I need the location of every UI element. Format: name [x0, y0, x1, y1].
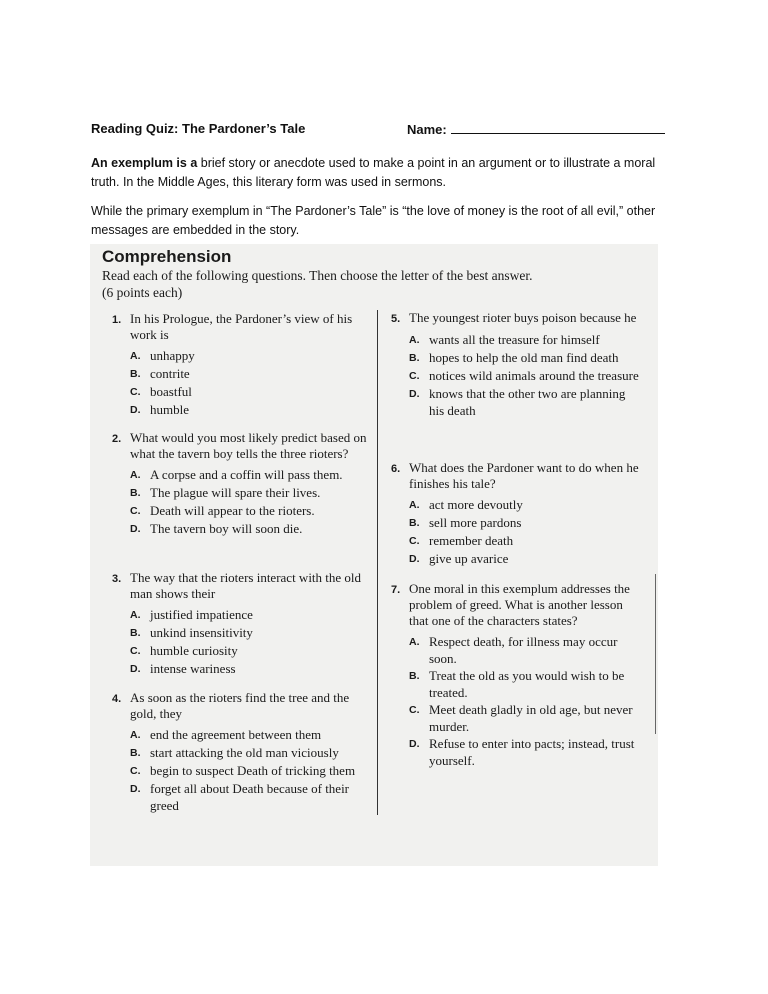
question-text: As soon as the rioters find the tree and the gold, they [130, 690, 350, 721]
option-text: remember death [429, 533, 514, 548]
option-letter: A. [409, 499, 420, 511]
option-c[interactable] [409, 367, 641, 385]
option-letter: A. [409, 334, 420, 346]
option-letter: D. [130, 404, 141, 416]
question-number: 3. [112, 573, 122, 585]
option-text: Respect death, for illness may occur soon. [429, 634, 618, 666]
option-text: boastful [150, 384, 192, 399]
question-1 [112, 311, 370, 419]
definition-text: brief story or anecdote used to make a point in an argument or to illustrate a moral truth. In the Middle Ages, this literary form was used in sermons. [91, 156, 656, 189]
option-letter: C. [409, 370, 420, 382]
question-text: The way that the rioters interact with the old man shows their [130, 570, 362, 601]
option-letter: B. [130, 627, 141, 639]
margin-rule [655, 574, 656, 734]
option-d[interactable] [130, 660, 370, 678]
option-a[interactable] [409, 633, 641, 667]
comprehension-heading: Comprehension [102, 247, 232, 266]
option-text: Refuse to enter into pacts; instead, trust yourself. [429, 736, 635, 768]
option-c[interactable] [130, 383, 370, 401]
question-number: 4. [112, 693, 122, 705]
option-b[interactable] [409, 667, 641, 701]
option-a[interactable] [130, 606, 370, 624]
option-letter: A. [130, 609, 141, 621]
question-text: What would you most likely predict based on what the tavern boy tells the three rioters? [130, 430, 367, 461]
instructions-line: Read each of the following questions. Then choose the letter of the best answer. [102, 268, 533, 283]
option-letter: D. [409, 738, 420, 750]
option-letter: A. [130, 469, 141, 481]
option-letter: A. [130, 729, 141, 741]
option-letter: C. [130, 386, 141, 398]
option-letter: D. [130, 523, 141, 535]
option-text: The tavern boy will soon die. [150, 521, 303, 536]
option-d[interactable] [409, 550, 641, 568]
option-text: humble [150, 402, 189, 417]
option-b[interactable] [409, 514, 641, 532]
option-letter: B. [130, 368, 141, 380]
option-text: The plague will spare their lives. [150, 485, 321, 500]
option-letter: D. [409, 553, 420, 565]
question-number: 7. [391, 584, 401, 596]
option-letter: B. [130, 747, 141, 759]
question-text: One moral in this exemplum addresses the problem of greed. What is another lesson that one of the characters states? [409, 581, 630, 628]
option-letter: D. [130, 783, 141, 795]
quiz-title: Reading Quiz: The Pardoner’s Tale [91, 121, 306, 136]
instructions [102, 267, 642, 301]
option-text: unhappy [150, 348, 195, 363]
option-d[interactable] [130, 401, 370, 419]
option-letter: B. [409, 517, 420, 529]
question-3 [112, 570, 370, 678]
option-letter: D. [130, 663, 141, 675]
option-text: Meet death gladly in old age, but never murder. [429, 702, 633, 734]
option-b[interactable] [130, 624, 370, 642]
option-text: A corpse and a coffin will pass them. [150, 467, 343, 482]
option-a[interactable] [130, 466, 370, 484]
option-text: give up avarice [429, 551, 509, 566]
column-divider [377, 310, 378, 815]
option-b[interactable] [130, 365, 370, 383]
option-c[interactable] [409, 532, 641, 550]
question-text: In his Prologue, the Pardoner’s view of his work is [130, 311, 353, 342]
option-d[interactable] [130, 520, 370, 538]
option-text: act more devoutly [429, 497, 523, 512]
option-letter: B. [130, 487, 141, 499]
option-text: humble curiosity [150, 643, 238, 658]
option-letter: A. [130, 350, 141, 362]
name-blank-line[interactable] [451, 121, 665, 134]
exemplum-definition [91, 154, 681, 192]
option-text: start attacking the old man viciously [150, 745, 339, 760]
question-7 [391, 581, 641, 769]
option-text: sell more pardons [429, 515, 522, 530]
question-2 [112, 430, 370, 538]
option-b[interactable] [130, 744, 370, 762]
question-number: 2. [112, 433, 122, 445]
option-text: notices wild animals around the treasure [429, 368, 639, 383]
option-text: intense wariness [150, 661, 236, 676]
name-label: Name: [407, 122, 447, 137]
option-text: begin to suspect Death of tricking them [150, 763, 356, 778]
option-c[interactable] [130, 642, 370, 660]
option-letter: B. [409, 352, 420, 364]
option-d[interactable] [409, 385, 641, 419]
option-text: wants all the treasure for himself [429, 332, 600, 347]
option-d[interactable] [130, 780, 370, 814]
question-5 [391, 310, 641, 419]
definition-term: An exemplum is a [91, 156, 198, 170]
option-a[interactable] [409, 331, 641, 349]
option-letter: C. [130, 505, 141, 517]
option-c[interactable] [409, 701, 641, 735]
comprehension-section [90, 244, 658, 866]
thesis-statement: While the primary exemplum in “The Pardoner’s Tale” is “the love of money is the root of all evil,” other messages are embedded in the story. [91, 204, 656, 237]
option-b[interactable] [409, 349, 641, 367]
option-text: Death will appear to the rioters. [150, 503, 315, 518]
option-text: hopes to help the old man find death [429, 350, 619, 365]
question-6 [391, 460, 641, 568]
option-text: Treat the old as you would wish to be treated. [429, 668, 625, 700]
question-number: 6. [391, 463, 401, 475]
option-text: forget all about Death because of their greed [150, 781, 350, 813]
option-text: unkind insensitivity [150, 625, 253, 640]
option-c[interactable] [130, 762, 370, 780]
option-b[interactable] [130, 484, 370, 502]
option-letter: A. [409, 636, 420, 648]
question-text: The youngest rioter buys poison because he [409, 310, 637, 325]
option-letter: C. [409, 535, 420, 547]
question-number: 1. [112, 314, 122, 326]
option-d[interactable] [409, 735, 641, 769]
option-letter: C. [130, 765, 141, 777]
option-a[interactable] [130, 347, 370, 365]
option-a[interactable] [409, 496, 641, 514]
option-a[interactable] [130, 726, 370, 744]
question-4 [112, 690, 370, 814]
option-letter: D. [409, 388, 420, 400]
option-text: end the agreement between them [150, 727, 322, 742]
option-letter: B. [409, 670, 420, 682]
question-text: What does the Pardoner want to do when he finishes his tale? [409, 460, 639, 491]
points-note: (6 points each) [102, 285, 183, 300]
question-number: 5. [391, 313, 401, 325]
option-letter: C. [409, 704, 420, 716]
option-text: contrite [150, 366, 190, 381]
option-c[interactable] [130, 502, 370, 520]
name-field [407, 121, 665, 137]
option-text: justified impatience [150, 607, 253, 622]
option-text: knows that the other two are planning his death [429, 386, 626, 418]
option-letter: C. [130, 645, 141, 657]
